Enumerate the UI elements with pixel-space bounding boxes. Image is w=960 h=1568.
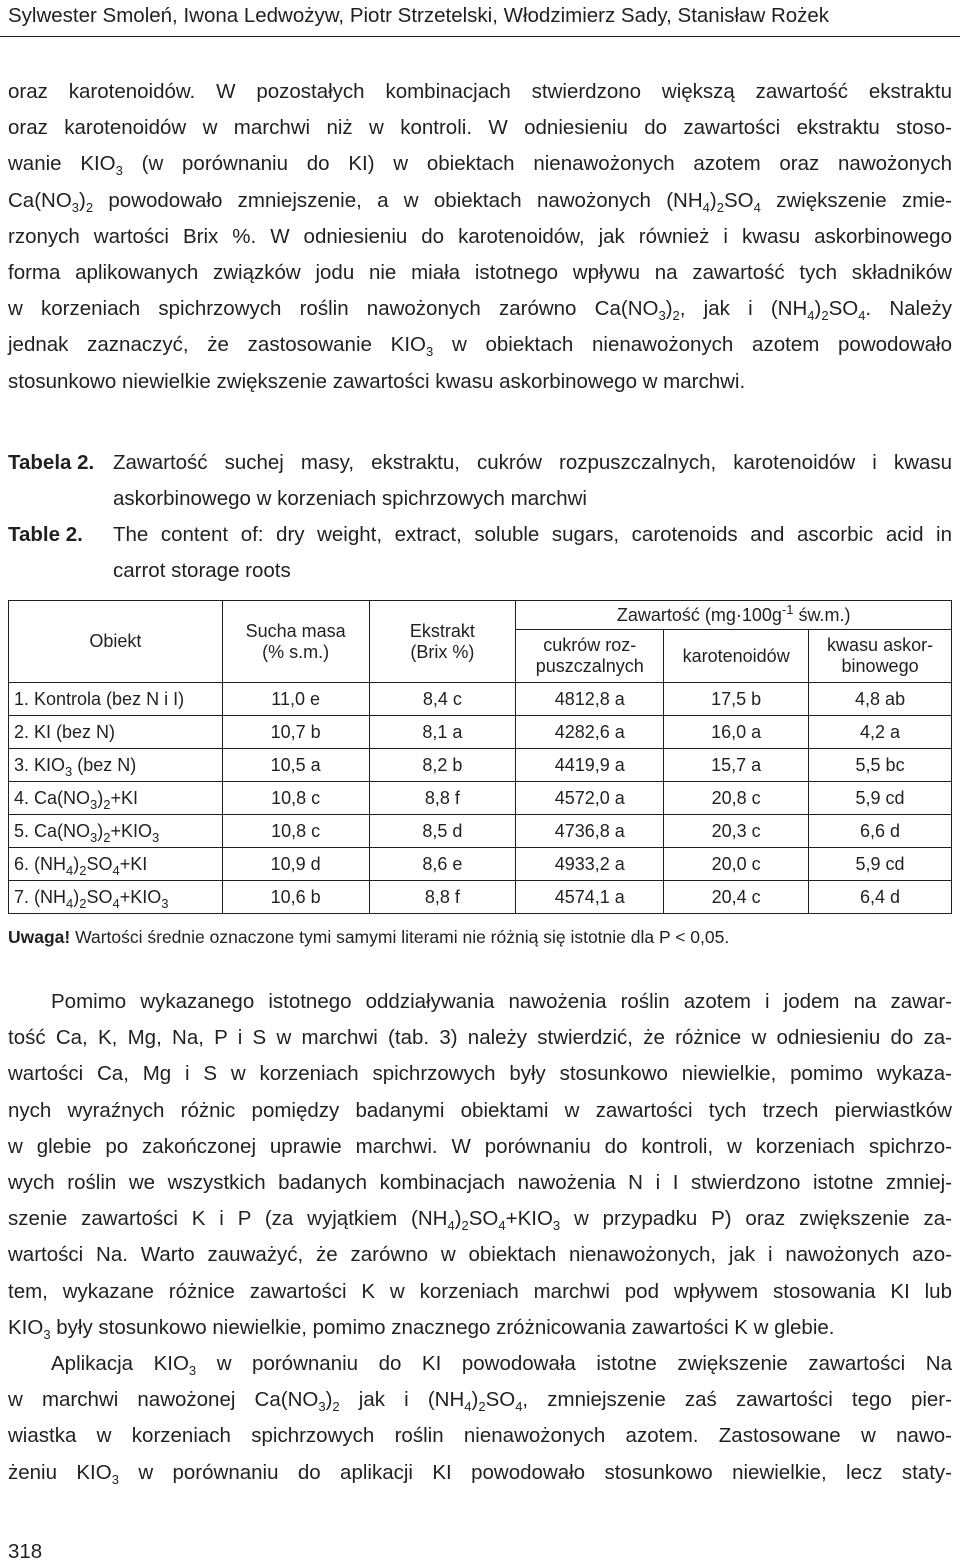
cell-cukry: 4812,8 a — [516, 683, 664, 716]
cell-sucha-masa: 10,6 b — [222, 881, 369, 914]
subscript: 3 — [161, 895, 169, 911]
subscript: 3 — [71, 199, 80, 215]
cell-obiekt: 7. $(NH_4)_2SO_4+KIO_3$ — [9, 881, 223, 914]
subscript: 2 — [716, 199, 724, 215]
caption-label: Table 2. — [8, 523, 83, 546]
subscript: 3 — [90, 796, 98, 812]
text-line: w marchwi nawożonej $Ca(NO_3)_2$ jak i $(NH_4)_2SO_4$, zmniejszenie zaś zawartości tego pier- — [8, 1388, 952, 1415]
subscript: 3 — [552, 1218, 561, 1234]
cell-cukry: 4736,8 a — [516, 815, 664, 848]
header-sucha-masa: Sucha masa (% s.m.) — [222, 601, 369, 683]
text-line: $Ca(NO_3)_2$ powodowało zmniejszenie, a w obiektach nawożonych $(NH_4)_2SO_4$ zwiększenie zmie- — [8, 188, 952, 215]
cell-ekstrakt: 8,5 d — [369, 815, 516, 848]
subscript: 2 — [672, 308, 680, 324]
caption-line: carrot storage roots — [113, 559, 291, 582]
subscript: 2 — [821, 308, 829, 324]
subscript: 4 — [702, 199, 710, 215]
subscript: 4 — [807, 308, 815, 324]
caption-label: Tabela 2. — [8, 451, 95, 474]
text-line: wartości Na. Warto zauważyć, że zarówno w obiektach nienawożonych, jak i nawożonych azo- — [8, 1243, 952, 1267]
cell-ekstrakt: 8,8 f — [369, 881, 516, 914]
subscript: 3 — [658, 308, 666, 324]
subscript: 4 — [112, 862, 120, 878]
table-row — [9, 848, 952, 881]
text-line: oraz karotenoidów. W pozostałych kombinacjach stwierdzono większą zawartość ekstraktu — [8, 80, 952, 103]
caption-text — [113, 517, 952, 589]
cell-kwas: 5,9 cd — [809, 782, 952, 815]
subscript: 3 — [90, 829, 98, 845]
cell-obiekt: 6. $(NH_4)_2SO_4+KI$ — [9, 848, 223, 881]
cell-cukry: 4572,0 a — [516, 782, 664, 815]
cell-sucha-masa: 10,8 c — [222, 815, 369, 848]
cell-kwas: 4,2 a — [809, 716, 952, 749]
text-line: żeniu $KIO_3$ w porównaniu do aplikacji KI powodowało stosunkowo niewielkie, lecz staty- — [8, 1460, 952, 1487]
cell-karotenoidy: 20,8 c — [664, 782, 809, 815]
text-line: jednak zaznaczyć, że zastosowanie $KIO_3$ w obiektach nienawożonych azotem powodowało — [8, 333, 952, 360]
cell-kwas: 6,4 d — [809, 881, 952, 914]
subscript: 2 — [332, 1399, 340, 1415]
table-row — [9, 782, 952, 815]
caption-text — [113, 445, 952, 517]
header-kwas: kwasu askor- binowego — [809, 630, 952, 683]
cell-kwas: 5,9 cd — [809, 848, 952, 881]
header-rule — [0, 36, 960, 37]
subscript: 4 — [112, 895, 120, 911]
subscript: 4 — [515, 1399, 523, 1415]
subscript: 2 — [103, 829, 111, 845]
paragraph-3 — [8, 1346, 952, 1491]
running-header: Sylwester Smoleń, Iwona Ledwożyw, Piotr Strzetelski, Włodzimierz Sady, Stanisław Rożek — [8, 4, 830, 27]
table-row — [9, 716, 952, 749]
cell-ekstrakt: 8,1 a — [369, 716, 516, 749]
text-line: w korzeniach spichrzowych roślin nawożonych zarówno $Ca(NO_3)_2$, jak i $(NH_4)_2SO_4$. Należy — [8, 297, 952, 324]
subscript: 2 — [478, 1399, 486, 1415]
subscript: 3 — [425, 344, 434, 360]
cell-kwas: 4,8 ab — [809, 683, 952, 716]
cell-ekstrakt: 8,4 c — [369, 683, 516, 716]
caption-line: The content of: dry weight, extract, soluble sugars, carotenoids and ascorbic acid in — [113, 523, 952, 546]
text-line: wartości Ca, Mg i S w korzeniach spichrzowych były stosunkowo niewielkie, pomimo wykaza- — [8, 1062, 952, 1086]
subscript: 4 — [464, 1399, 472, 1415]
text-line: tem, wykazane różnice zawartości K w korzeniach marchwi pod wpływem stosowania KI lub — [8, 1279, 952, 1303]
cell-obiekt: 3. $KIO_3$ (bez N) — [9, 749, 223, 782]
table-row — [9, 881, 952, 914]
text-line: Pomimo wykazanego istotnego oddziaływania nawożenia roślin azotem i jodem na zawar- — [51, 990, 952, 1013]
data-table — [8, 600, 952, 914]
header-karotenoidy: karotenoidów — [664, 630, 809, 683]
note-text: Wartości średnie oznaczone tymi samymi literami nie różnią się istotnie dla P < 0,05. — [70, 927, 730, 947]
text-line: wanie $KIO_3$ (w porównaniu do KI) w obiektach nienawożonych azotem oraz nawożonych — [8, 152, 952, 179]
subscript: 3 — [188, 1363, 197, 1378]
subscript: 3 — [43, 1326, 51, 1342]
text-line: szenie zawartości K i P (za wyjątkiem $(NH_4)_2SO_4+KIO_3$ w przypadku P) oraz zwiększenie za- — [8, 1207, 952, 1234]
subscript: 4 — [66, 862, 74, 878]
text-line: wiastka w korzeniach spichrzowych roślin nienawożonych azotem. Zastosowane w nawo- — [8, 1424, 952, 1448]
subscript: 4 — [66, 895, 74, 911]
subscript: 3 — [152, 829, 160, 845]
subscript: 3 — [111, 1471, 119, 1487]
text-line: Aplikacja $KIO_3$ w porównaniu do KI powodowała istotne zwiększenie zawartości Na — [51, 1352, 952, 1378]
table-caption-pl — [8, 445, 952, 517]
table-row — [9, 815, 952, 848]
subscript: 4 — [447, 1218, 455, 1234]
text-line: nych wyraźnych różnic pomiędzy badanymi obiektami w zawartości tych trzech pierwiastków — [8, 1098, 952, 1122]
text-line: tość Ca, K, Mg, Na, P i S w marchwi (tab. 3) należy stwierdzić, że różnice w odniesieniu do za- — [8, 1026, 952, 1050]
cell-karotenoidy: 20,0 c — [664, 848, 809, 881]
cell-ekstrakt: 8,8 f — [369, 782, 516, 815]
cell-cukry: 4282,6 a — [516, 716, 664, 749]
subscript: 3 — [115, 163, 123, 179]
paragraph-2 — [8, 984, 952, 1346]
paragraph-1 — [8, 74, 952, 400]
cell-obiekt: 5. $Ca(NO_3)_2+KIO_3$ — [9, 815, 223, 848]
cell-karotenoidy: 20,3 c — [664, 815, 809, 848]
text-line: oraz karotenoidów w marchwi niż w kontroli. W odniesieniu do zawartości ekstraktu stoso- — [8, 116, 952, 140]
cell-kwas: 6,6 d — [809, 815, 952, 848]
table-caption-en — [8, 517, 952, 589]
cell-ekstrakt: 8,6 e — [369, 848, 516, 881]
note-label: Uwaga! — [8, 927, 71, 947]
cell-karotenoidy: 17,5 b — [664, 683, 809, 716]
text-line: wych roślin we wszystkich badanych kombinacjach nawożenia N i I stwierdzono istotne zmniej- — [8, 1171, 952, 1195]
cell-kwas: 5,5 bc — [809, 749, 952, 782]
cell-karotenoidy: 16,0 a — [664, 716, 809, 749]
table-note — [8, 926, 729, 948]
subscript: 3 — [65, 763, 73, 779]
subscript: 4 — [753, 199, 761, 215]
cell-cukry: 4419,9 a — [516, 749, 664, 782]
cell-sucha-masa: 10,9 d — [222, 848, 369, 881]
header-cukry: cukrów roz- puszczalnych — [516, 630, 664, 683]
table-row — [9, 749, 952, 782]
cell-cukry: 4574,1 a — [516, 881, 664, 914]
cell-karotenoidy: 20,4 c — [664, 881, 809, 914]
header-obiekt: Obiekt — [9, 601, 223, 683]
text-line: w glebie po zakończonej uprawie marchwi. W porównaniu do kontroli, w korzeniach spichrzo- — [8, 1134, 952, 1158]
subscript: 2 — [79, 862, 87, 878]
subscript: 4 — [858, 308, 866, 324]
subscript: 2 — [79, 895, 87, 911]
cell-obiekt: 1. Kontrola (bez N i I) — [9, 683, 223, 716]
cell-sucha-masa: 10,7 b — [222, 716, 369, 749]
caption-line: askorbinowego w korzeniach spichrzowych marchwi — [113, 487, 587, 510]
page-number: 318 — [8, 1540, 43, 1563]
cell-sucha-masa: 10,5 a — [222, 749, 369, 782]
cell-karotenoidy: 15,7 a — [664, 749, 809, 782]
header-ekstrakt: Ekstrakt (Brix %) — [369, 601, 516, 683]
caption-line: Zawartość suchej masy, ekstraktu, cukrów rozpuszczalnych, karotenoidów i kwasu — [113, 451, 952, 474]
subscript: 3 — [318, 1399, 326, 1415]
table-row — [9, 683, 952, 716]
text-line: rzonych wartości Brix %. W odniesieniu do karotenoidów, jak również i kwasu askorbinowego — [8, 224, 952, 248]
subscript: 2 — [103, 796, 111, 812]
cell-ekstrakt: 8,2 b — [369, 749, 516, 782]
header-zawartosc: Zawartość ($mg\cdot 100g^{-1}$ św.m.) — [516, 601, 952, 630]
cell-cukry: 4933,2 a — [516, 848, 664, 881]
subscript: 2 — [461, 1218, 469, 1234]
text-line: stosunkowo niewielkie zwiększenie zawartości kwasu askorbinowego w marchwi. — [8, 369, 746, 393]
cell-obiekt: 2. KI (bez N) — [9, 716, 223, 749]
text-line: forma aplikowanych związków jodu nie miała istotnego wpływu na zawartość tych składników — [8, 261, 952, 285]
text-line: $KIO_3$ były stosunkowo niewielkie, pomimo znacznego zróżnicowania zawartości K w glebie. — [8, 1315, 835, 1342]
cell-sucha-masa: 11,0 e — [222, 683, 369, 716]
subscript: 2 — [85, 199, 94, 215]
cell-obiekt: 4. $Ca(NO_3)_2+KI$ — [9, 782, 223, 815]
cell-sucha-masa: 10,8 c — [222, 782, 369, 815]
subscript: 4 — [498, 1218, 506, 1234]
